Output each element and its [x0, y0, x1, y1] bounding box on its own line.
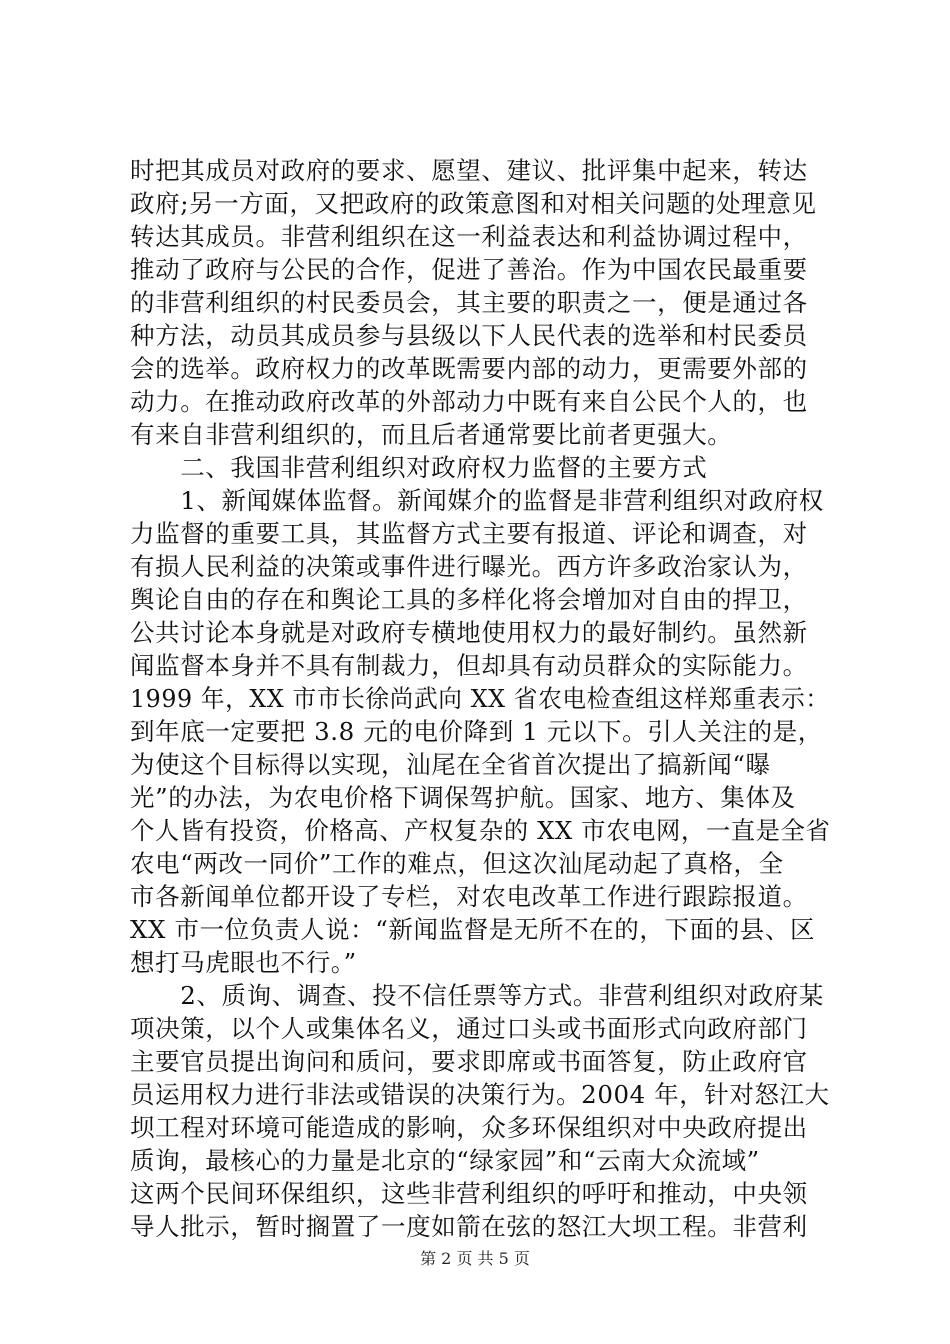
text-line: 个人皆有投资，价格高、产权复杂的 XX 市农电网，一直是全省: [130, 816, 831, 845]
text-line: 时把其成员对政府的要求、愿望、建议、批评集中起来，转达: [130, 156, 808, 185]
text-line: 主要官员提出询问和质问，要求即席或书面答复，防止政府官: [130, 1047, 808, 1076]
text-line: 有来自非营利组织的，而且后者通常要比前者更强大。: [130, 420, 733, 449]
text-line: 1、新闻媒体监督。新闻媒介的监督是非营利组织对政府权: [130, 486, 824, 515]
text-line: 闻监督本身并不具有制裁力，但却具有动员群众的实际能力。: [130, 651, 808, 680]
text-line: 农电“两改一同价”工作的难点，但这次汕尾动起了真格，全: [130, 849, 784, 878]
text-line: 项决策，以个人或集体名义，通过口头或书面形式向政府部门: [130, 1014, 808, 1043]
text-line: 市各新闻单位都开设了专栏，对农电改革工作进行跟踪报道。: [130, 882, 808, 911]
text-line: 力监督的重要工具，其监督方式主要有报道、评论和调查，对: [130, 519, 808, 548]
text-line: 政府;另一方面，又把政府的政策意图和对相关问题的处理意见: [130, 189, 817, 218]
text-line: 二、我国非营利组织对政府权力监督的主要方式: [130, 453, 708, 482]
page-number: 第 2 页 共 5 页: [420, 1249, 530, 1268]
text-line: 舆论自由的存在和舆论工具的多样化将会增加对自由的捍卫，: [130, 585, 808, 614]
text-line: 到年底一定要把 3.8 元的电价降到 1 元以下。引人关注的是，: [130, 717, 823, 746]
text-line: 1999 年，XX 市市长徐尚武向 XX 省农电检查组这样郑重表示：: [130, 684, 830, 713]
text-line: 2、质询、调查、投不信任票等方式。非营利组织对政府某: [130, 981, 824, 1010]
text-line: 为使这个目标得以实现，汕尾在全省首次提出了搞新闻“曝: [130, 750, 771, 779]
text-line: 动力。在推动政府改革的外部动力中既有来自公民个人的，也: [130, 387, 808, 416]
text-line: 坝工程对环境可能造成的影响，众多环保组织对中央政府提出: [130, 1113, 808, 1142]
text-line: 光”的办法，为农电价格下调保驾护航。国家、地方、集体及: [130, 783, 796, 812]
text-line: 有损人民利益的决策或事件进行曝光。西方许多政治家认为，: [130, 552, 808, 581]
text-line: 转达其成员。非营利组织在这一利益表达和利益协调过程中，: [130, 222, 808, 251]
text-line: 质询，最核心的力量是北京的“绿家园”和“云南大众流域”: [130, 1146, 760, 1175]
text-line: 推动了政府与公民的合作，促进了善治。作为中国农民最重要: [130, 255, 808, 284]
text-line: 种方法，动员其成员参与县级以下人民代表的选举和村民委员: [130, 321, 808, 350]
text-line: 会的选举。政府权力的改革既需要内部的动力，更需要外部的: [130, 354, 808, 383]
document-body: [130, 154, 830, 1243]
text-line: 这两个民间环保组织，这些非营利组织的呼吁和推动，中央领: [130, 1179, 808, 1208]
text-line: 导人批示，暂时搁置了一度如箭在弦的怒江大坝工程。非营利: [130, 1212, 808, 1241]
text-line: 想打马虎眼也不行。”: [130, 948, 357, 977]
text-line: 公共讨论本身就是对政府专横地使用权力的最好制约。虽然新: [130, 618, 808, 647]
text-line: XX 市一位负责人说：“新闻监督是无所不在的，下面的县、区: [130, 915, 816, 944]
text-line: 的非营利组织的村民委员会，其主要的职责之一，便是通过各: [130, 288, 808, 317]
text-line: 员运用权力进行非法或错误的决策行为。2004 年，针对怒江大: [130, 1080, 830, 1109]
